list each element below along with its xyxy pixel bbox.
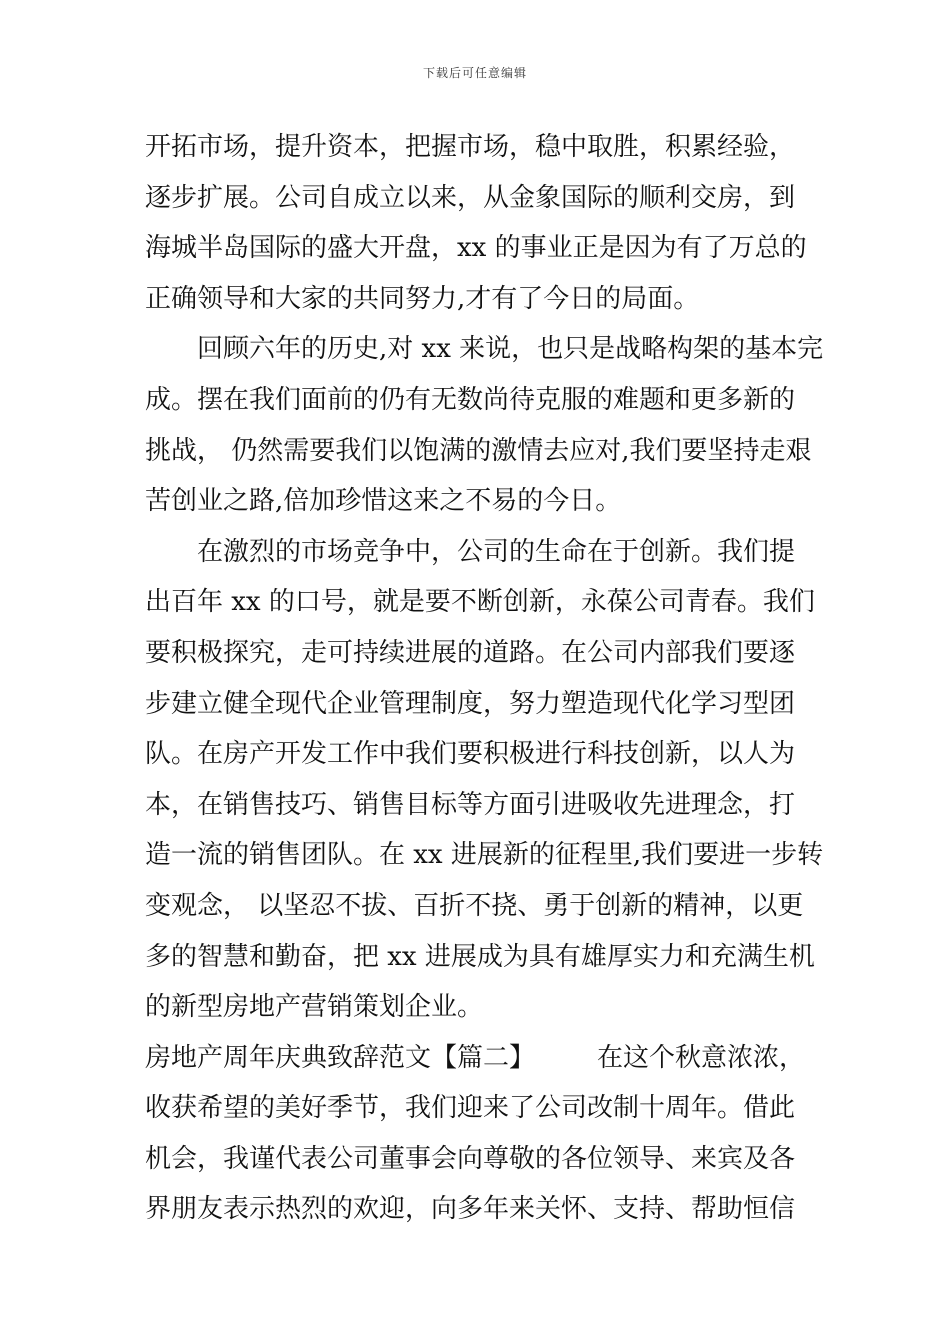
text-line: 步建立健全现代企业管理制度，努力塑造现代化学习型团	[145, 688, 796, 719]
text-line: 苦创业之路,倍加珍惜这来之不易的今日。	[145, 486, 622, 517]
text-line: 回顾六年的历史,对 xx 来说，也只是战略构架的基本完	[197, 334, 824, 365]
text-line: 挑战， 仍然需要我们以饱满的激情去应对,我们要坚持走艰	[145, 435, 812, 466]
text-line: 界朋友表示热烈的欢迎，向多年来关怀、支持、帮助恒信	[145, 1194, 796, 1225]
text-line: 开拓市场，提升资本，把握市场，稳中取胜，积累经验，	[145, 132, 796, 162]
text-line: 造一流的销售团队。在 xx 进展新的征程里,我们要进一步转	[145, 840, 824, 871]
text-line: 机会，我谨代表公司董事会向尊敬的各位领导、来宾及各	[145, 1143, 796, 1174]
document-body	[145, 122, 824, 1235]
text-line: 海城半岛国际的盛大开盘，xx 的事业正是因为有了万总的	[145, 233, 807, 264]
text-line: 变观念， 以坚忍不拔、百折不挠、勇于创新的精神，以更	[145, 890, 804, 921]
page-header-note: 下载后可任意编辑	[422, 66, 527, 80]
text-line: 在激烈的市场竞争中，公司的生命在于创新。我们提	[197, 536, 796, 567]
text-line: 逐步扩展。公司自成立以来，从金象国际的顺利交房，到	[145, 182, 796, 213]
section-title: 房地产周年庆典致辞范文【篇二】	[145, 1042, 536, 1073]
text-line: 成。摆在我们面前的仍有无数尚待克服的难题和更多新的	[145, 384, 796, 415]
text-line: 本，在销售技巧、销售目标等方面引进吸收先进理念，打	[145, 789, 796, 820]
text-line: 队。在房产开发工作中我们要积极进行科技创新，以人为	[145, 739, 796, 770]
text-line: 多的智慧和勤奋，把 xx 进展成为具有雄厚实力和充满生机	[145, 941, 815, 972]
section-title-line	[145, 1033, 810, 1084]
text-line: 出百年 xx 的口号，就是要不断创新，永葆公司青春。我们	[145, 587, 815, 618]
text-line: 要积极探究，走可持续进展的道路。在公司内部我们要逐	[145, 637, 796, 668]
paragraph-start: 在这个秋意浓浓，	[597, 1042, 806, 1073]
text-line: 的新型房地产营销策划企业。	[145, 992, 484, 1023]
text-line: 收获希望的美好季节，我们迎来了公司改制十周年。借此	[145, 1093, 796, 1124]
text-line: 正确领导和大家的共同努力,才有了今日的局面。	[145, 283, 700, 314]
